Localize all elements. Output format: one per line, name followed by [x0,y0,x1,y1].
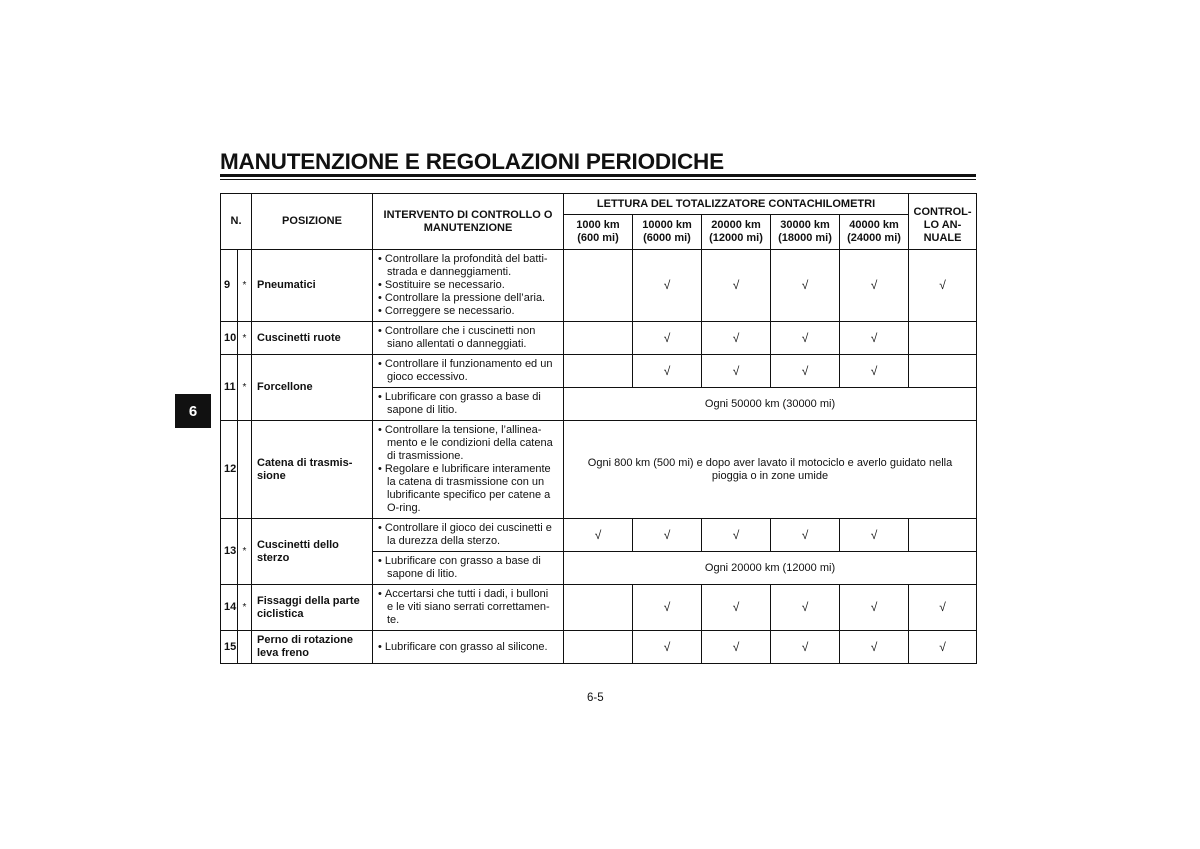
check-cell [564,585,633,631]
header-interval: 40000 km (24000 mi) [840,215,909,250]
row-actions: • Controllare la profondità del batti-strada e danneggiamenti. • Sostituire se necessario. • Controllare la pressione dell’aria. • Correggere se necessario. [373,250,564,322]
row-star: * [238,250,252,322]
header-interval: 10000 km (6000 mi) [633,215,702,250]
header-num: N. [221,194,252,250]
check-cell: √ [633,585,702,631]
check-cell [564,250,633,322]
check-cell [909,355,977,388]
row-star: * [238,585,252,631]
check-cell: √ [909,585,977,631]
row-actions: • Controllare il gioco dei cuscinetti e la durezza della sterzo. [373,519,564,552]
check-cell: √ [633,250,702,322]
title-rule-thick [220,174,976,177]
check-cell: √ [840,585,909,631]
check-cell: √ [771,631,840,664]
check-cell: √ [633,322,702,355]
check-cell: √ [771,250,840,322]
header-odometer: LETTURA DEL TOTALIZZATORE CONTACHILOMETRI [564,194,909,215]
row-actions: • Controllare che i cuscinetti non siano allentati o danneggiati. [373,322,564,355]
maintenance-table [220,193,977,664]
row-position: Pneumatici [252,250,373,322]
check-cell: √ [840,631,909,664]
header-interval: 1000 km (600 mi) [564,215,633,250]
interval-note: Ogni 800 km (500 mi) e dopo aver lavato il motociclo e averlo guidato nella pioggia o in zone umide [564,421,977,519]
check-cell: √ [840,322,909,355]
check-cell: √ [840,519,909,552]
row-position: Catena di trasmis-sione [252,421,373,519]
header-interval: 20000 km (12000 mi) [702,215,771,250]
row-number: 15 [221,631,238,664]
page-title: MANUTENZIONE E REGOLAZIONI PERIODICHE [220,149,724,174]
table-row [221,421,977,519]
check-cell: √ [702,585,771,631]
row-position: Cuscinetti dello sterzo [252,519,373,585]
check-cell: √ [840,250,909,322]
row-star: * [238,322,252,355]
check-cell: √ [771,322,840,355]
row-actions: • Controllare la tensione, l’allinea-mento e le condizioni della catena di trasmissione. • Regolare e lubrificare interamente la catena di trasmissione con un lubrificante specifico per catene a O-ring. [373,421,564,519]
check-cell: √ [702,631,771,664]
check-cell [564,355,633,388]
check-cell: √ [564,519,633,552]
row-position: Cuscinetti ruote [252,322,373,355]
check-cell: √ [633,355,702,388]
table-row [221,355,977,388]
check-cell: √ [702,322,771,355]
table-row [221,585,977,631]
row-star [238,421,252,519]
row-actions: • Lubrificare con grasso al silicone. [373,631,564,664]
check-cell [564,322,633,355]
check-cell: √ [840,355,909,388]
row-position: Perno di rotazione leva freno [252,631,373,664]
row-number: 10 [221,322,238,355]
check-cell [909,322,977,355]
row-number: 9 [221,250,238,322]
row-star: * [238,355,252,421]
table-row [221,631,977,664]
check-cell: √ [771,585,840,631]
check-cell: √ [909,631,977,664]
check-cell: √ [771,519,840,552]
row-star [238,631,252,664]
check-cell: √ [702,355,771,388]
row-actions: • Lubrificare con grasso a base di sapone di litio. [373,388,564,421]
header-position: POSIZIONE [252,194,373,250]
chapter-tab: 6 [175,394,211,428]
interval-note: Ogni 20000 km (12000 mi) [564,552,977,585]
row-actions: • Lubrificare con grasso a base di sapone di litio. [373,552,564,585]
check-cell [564,631,633,664]
check-cell: √ [702,250,771,322]
row-number: 12 [221,421,238,519]
header-interval: 30000 km (18000 mi) [771,215,840,250]
check-cell: √ [702,519,771,552]
row-position: Forcellone [252,355,373,421]
check-cell [909,519,977,552]
check-cell: √ [909,250,977,322]
table-row [221,519,977,552]
row-star: * [238,519,252,585]
header-annual: CONTROL- LO AN- NUALE [909,194,977,250]
row-actions: • Controllare il funzionamento ed un gioco eccessivo. [373,355,564,388]
header-action: INTERVENTO DI CONTROLLO O MANUTENZIONE [373,194,564,250]
page-number: 6-5 [587,692,604,704]
interval-note: Ogni 50000 km (30000 mi) [564,388,977,421]
table-row [221,250,977,322]
row-position: Fissaggi della parte ciclistica [252,585,373,631]
row-number: 11 [221,355,238,421]
row-number: 13 [221,519,238,585]
row-number: 14 [221,585,238,631]
table-row [221,322,977,355]
row-actions: • Accertarsi che tutti i dadi, i bulloni e le viti siano serrati correttamen-te. [373,585,564,631]
check-cell: √ [633,519,702,552]
check-cell: √ [633,631,702,664]
title-rule-thin [220,179,976,180]
check-cell: √ [771,355,840,388]
